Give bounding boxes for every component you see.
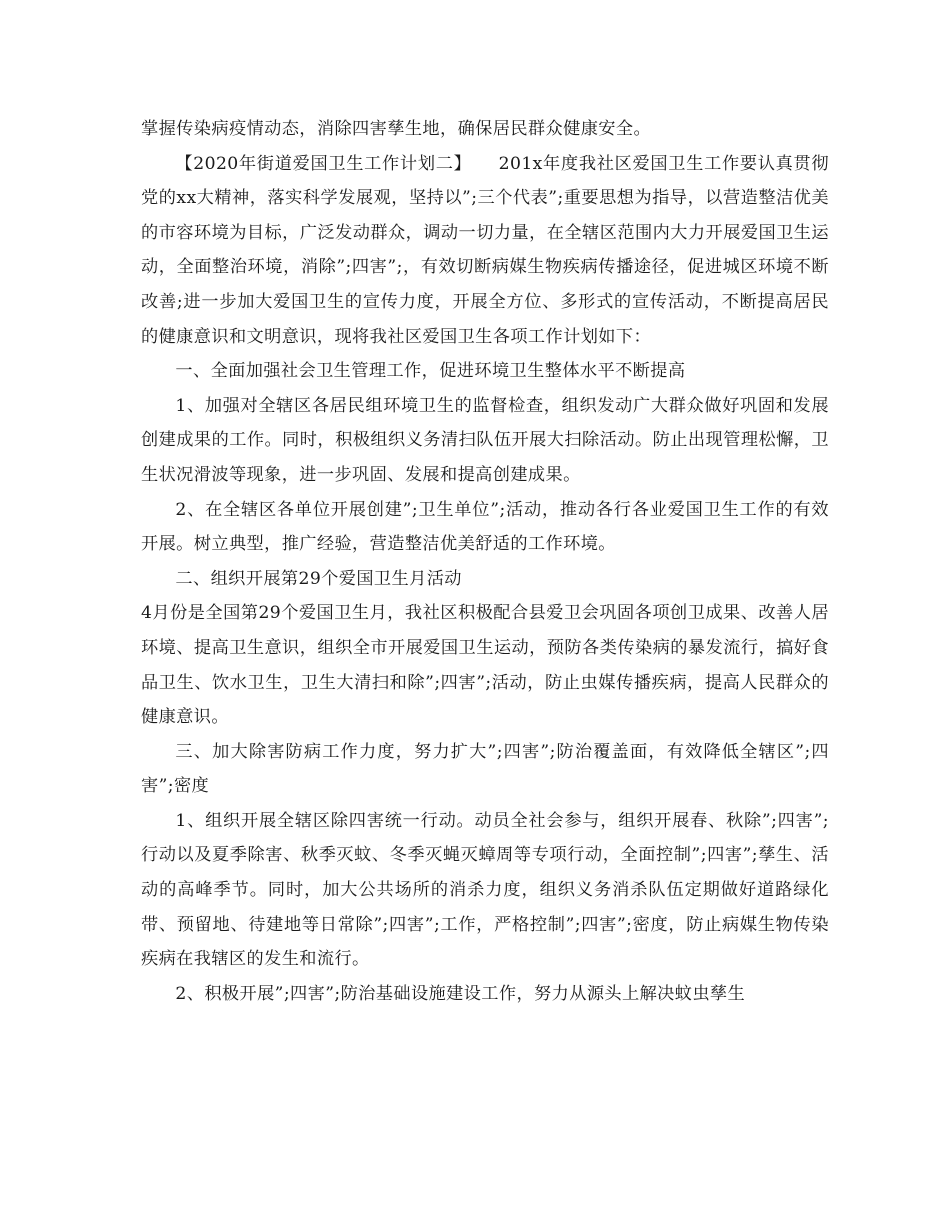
paragraph-5: 4月份是全国第29个爱国卫生月，我社区积极配合县爱卫会巩固各项创卫成果、改善人居环境、提高卫生意识，组织全市开展爱国卫生运动，预防各类传染病的暴发流行，搞好食品卫生、饮水卫生，卫生大清扫和除”;四害”;活动，防止虫媒传播疾病，提高人民群众的健康意识。 (141, 603, 829, 728)
section-heading-1: 一、全面加强社会卫生管理工作，促进环境卫生整体水平不断提高 (175, 361, 686, 382)
section-heading-2: 二、组织开展第29个爱国卫生月活动 (175, 568, 462, 589)
paragraph-7: 2、积极开展”;四害”;防治基础设施建设工作，努力从源头上解决蚊虫孳生 (175, 983, 746, 1004)
paragraph-4: 2、在全辖区各单位开展创建”;卫生单位”;活动，推动各行各业爱国卫生工作的有效开展。树立典型，推广经验，营造整洁优美舒适的工作环境。 (141, 499, 829, 555)
paragraph-1: 掌握传染病疫情动态，消除四害孳生地，确保居民群众健康安全。 (141, 119, 652, 139)
paragraph-3: 1、加强对全辖区各居民组环境卫生的监督检查，组织发动广大群众做好巩固和发展创建成果的工作。同时，积极组织义务清扫队伍开展大扫除活动。防止出现管理松懈，卫生状况滑波等现象，进一步巩固、发展和提高创建成果。 (141, 395, 829, 485)
paragraph-6: 1、组织开展全辖区除四害统一行动。动员全社会参与，组织开展春、秋除”;四害”;行动以及夏季除害、秋季灭蚊、冬季灭蝇灭蟑周等专项行动，全面控制”;四害”;孳生、活动的高峰季节。同时，加大公共场所的消杀力度，组织义务消杀队伍定期做好道路绿化带、预留地、待建地等日常除”;四害”;工作，严格控制”;四害”;密度，防止病媒生物传染疾病在我辖区的发生和流行。 (141, 810, 829, 970)
document-page (141, 112, 829, 1011)
paragraph-2: 【2020年街道爱国卫生工作计划二】 201x年度我社区爱国卫生工作要认真贯彻党的xx大精神，落实科学发展观，坚持以”;三个代表”;重要思想为指导，以营造整洁优美的市容环境为目标，广泛发动群众，调动一切力量，在全辖区范围内大力开展爱国卫生运动，全面整治环境，消除”;四害”;，有效切断病媒生物疾病传播途径，促进城区环境不断改善;进一步加大爱国卫生的宣传力度，开展全方位、多形式的宣传活动，不断提高居民的健康意识和文明意识，现将我社区爱国卫生各项工作计划如下： (141, 153, 829, 347)
section-heading-3: 三、加大除害防病工作力度，努力扩大”;四害”;防治覆盖面，有效降低全辖区”;四害”;密度 (141, 741, 829, 797)
